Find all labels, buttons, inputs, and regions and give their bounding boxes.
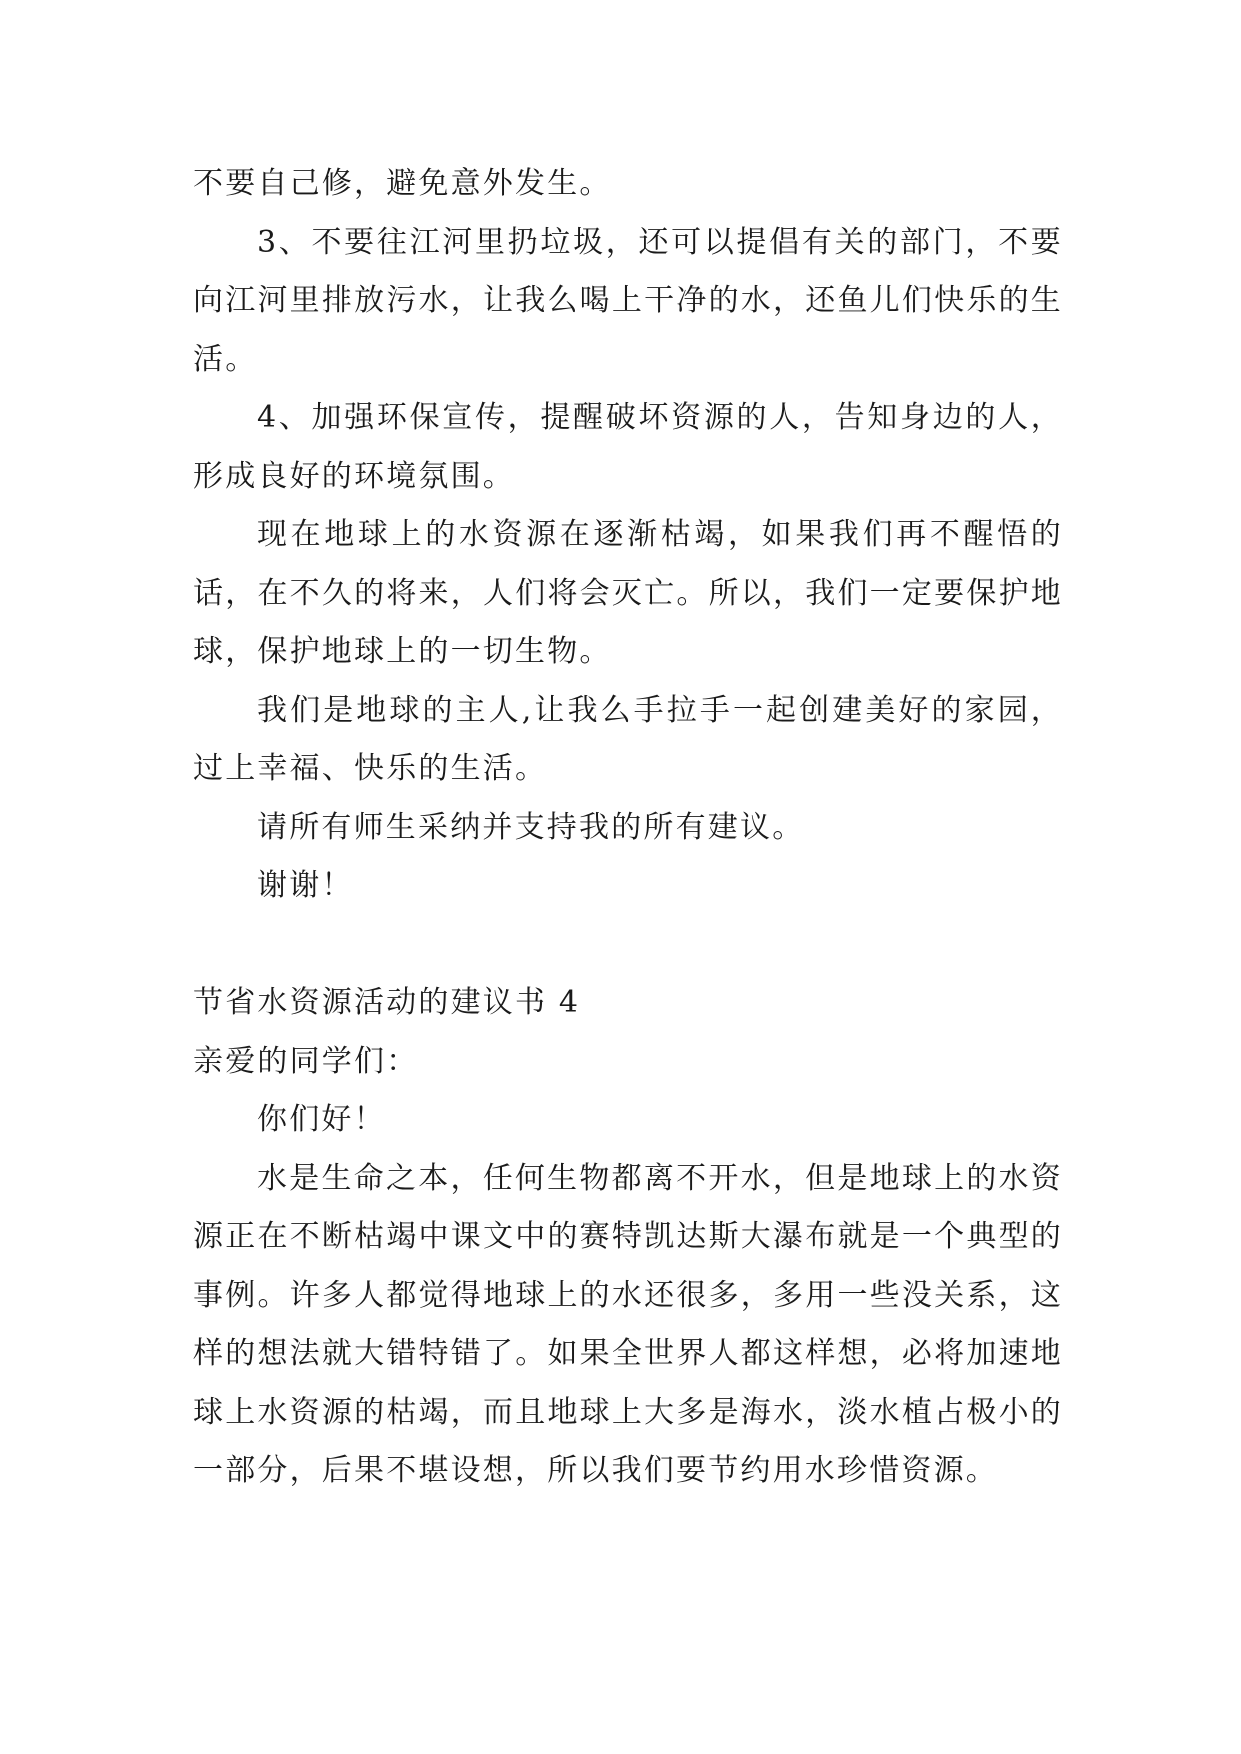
paragraph-earth-owners: 我们是地球的主人,让我么手拉手一起创建美好的家园，过上幸福、快乐的生活。 xyxy=(193,692,1063,786)
paragraph-request: 请所有师生采纳并支持我的所有建议。 xyxy=(257,809,805,845)
section-gap xyxy=(193,916,1063,975)
document-body xyxy=(193,155,1063,1501)
paragraph-main-body: 水是生命之本，任何生物都离不开水，但是地球上的水资源正在不断枯竭中课文中的赛特凯达斯大瀑布就是一个典型的事例。许多人都觉得地球上的水还很多，多用一些没关系，这样的想法就大错特错了。如果全世界人都这样想，必将加速地球上水资源的枯竭，而且地球上大多是海水，淡水植占极小的一部分，后果不堪设想，所以我们要节约用水珍惜资源。 xyxy=(193,1160,1063,1488)
paragraph-continuation: 不要自己修，避免意外发生。 xyxy=(193,166,612,201)
paragraph-suggestion-4: 4、加强环保宣传，提醒破坏资源的人，告知身边的人，形成良好的环境氛围。 xyxy=(193,400,1063,494)
salutation: 亲爱的同学们： xyxy=(193,1043,419,1079)
paragraph-water-crisis: 现在地球上的水资源在逐渐枯竭，如果我们再不醒悟的话，在不久的将来，人们将会灭亡。所以，我们一定要保护地球，保护地球上的一切生物。 xyxy=(193,517,1063,669)
greeting: 你们好！ xyxy=(257,1102,386,1137)
paragraph-suggestion-3: 3、不要往江河里扔垃圾，还可以提倡有关的部门，不要向江河里排放污水，让我么喝上干净的水，还鱼儿们快乐的生活。 xyxy=(193,224,1063,377)
paragraph-thanks: 谢谢！ xyxy=(257,868,354,903)
section-title: 节省水资源活动的建议书 4 xyxy=(193,985,581,1020)
